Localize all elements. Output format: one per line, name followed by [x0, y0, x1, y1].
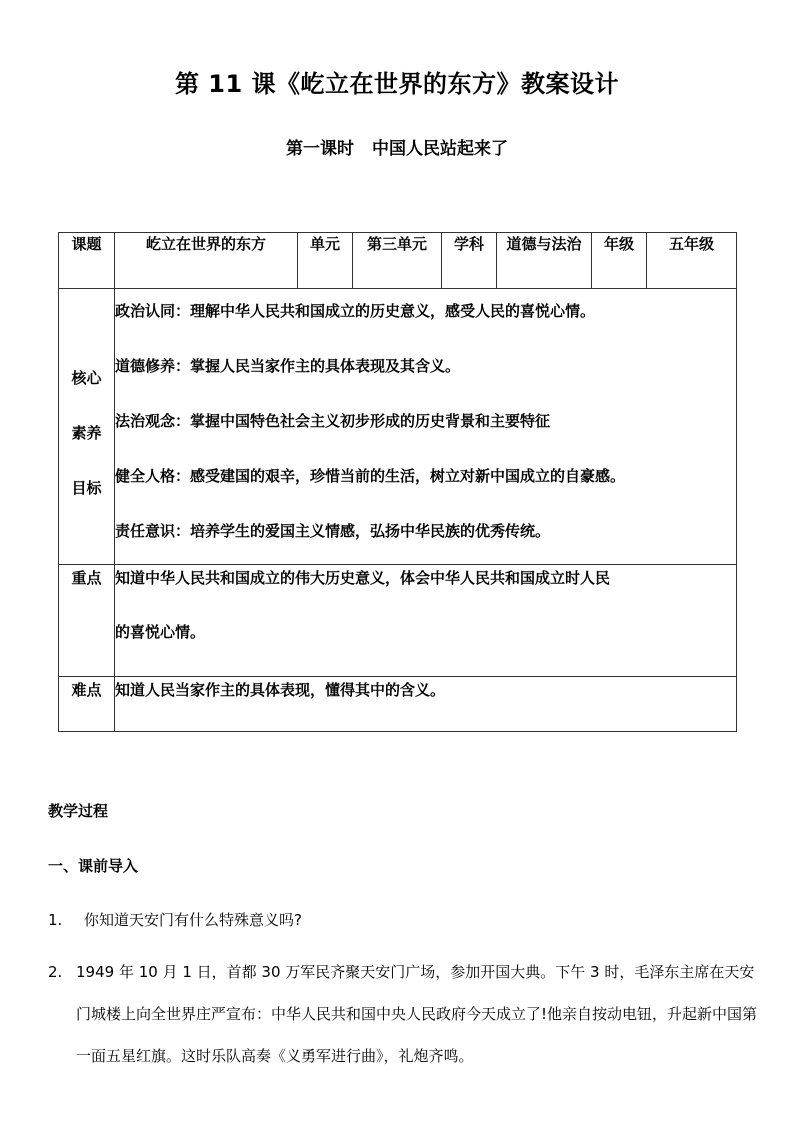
list-item-number: 2. [48, 963, 63, 981]
document-title: 第 11 课《屹立在世界的东方》教案设计 [174, 70, 620, 98]
section-intro-heading: 一、课前导入 [48, 857, 139, 875]
header-cell-grade-label: 年级 [592, 233, 647, 289]
objective-political: 政治认同：理解中华人民共和国成立的历史意义，感受人民的喜悦心情。 [115, 302, 596, 320]
lesson-subtitle [0, 134, 794, 159]
objectives-label-line: 核心 [71, 369, 102, 387]
key-points-content [115, 565, 737, 677]
header-cell-unit: 第三单元 [353, 233, 442, 289]
header-cell-topic: 屹立在世界的东方 [115, 233, 298, 289]
list-item-text: 1949 年 10 月 1 日，首都 30 万军民齐聚天安门广场，参加开国大典。下午 3 时，毛泽东主席在天安门城楼上向全世界庄严宣布：中华人民共和国中央人民政府今天成立了!他亲自按动电钮，升起新中国第一面五星红旗。这时乐队高奏《义勇军进行曲》，礼炮齐鸣。 [76, 963, 758, 1065]
objective-moral: 道德修养：掌握人民当家作主的具体表现及其含义。 [115, 357, 461, 375]
key-points-line: 的喜悦心情。 [115, 623, 206, 641]
key-points-row [59, 565, 737, 677]
header-cell-subject: 道德与法治 [497, 233, 592, 289]
difficulty-label: 难点 [59, 677, 115, 732]
process-heading: 教学过程 [48, 802, 109, 820]
header-cell-unit-label: 单元 [298, 233, 353, 289]
key-points-label: 重点 [59, 565, 115, 677]
list-item [48, 951, 760, 1077]
list-item-number: 1. [48, 911, 63, 929]
lesson-info-table [58, 232, 737, 732]
header-cell-grade: 五年级 [647, 233, 737, 289]
list-item [48, 909, 302, 930]
objectives-label [59, 289, 115, 565]
objectives-label-line: 素养 [71, 424, 102, 442]
objective-responsibility: 责任意识：培养学生的爱国主义情感，弘扬中华民族的优秀传统。 [115, 522, 551, 540]
objectives-label-line: 目标 [71, 479, 102, 497]
objectives-content [115, 289, 737, 565]
table-header-row [59, 233, 737, 289]
subtitle-period: 第一课时 [286, 139, 354, 159]
list-item-text: 你知道天安门有什么特殊意义吗? [84, 911, 302, 929]
key-points-line: 知道中华人民共和国成立的伟大历史意义，体会中华人民共和国成立时人民 [115, 569, 611, 587]
objective-personality: 健全人格：感受建国的艰辛，珍惜当前的生活，树立对新中国成立的自豪感。 [115, 467, 626, 485]
subtitle-topic: 中国人民站起来了 [372, 139, 508, 159]
difficulty-row [59, 677, 737, 732]
objectives-row [59, 289, 737, 565]
header-cell-subject-label: 学科 [442, 233, 497, 289]
objective-legal: 法治观念：掌握中国特色社会主义初步形成的历史背景和主要特征 [115, 412, 551, 430]
header-cell-topic-label: 课题 [59, 233, 115, 289]
difficulty-content: 知道人民当家作主的具体表现，懂得其中的含义。 [115, 677, 737, 732]
